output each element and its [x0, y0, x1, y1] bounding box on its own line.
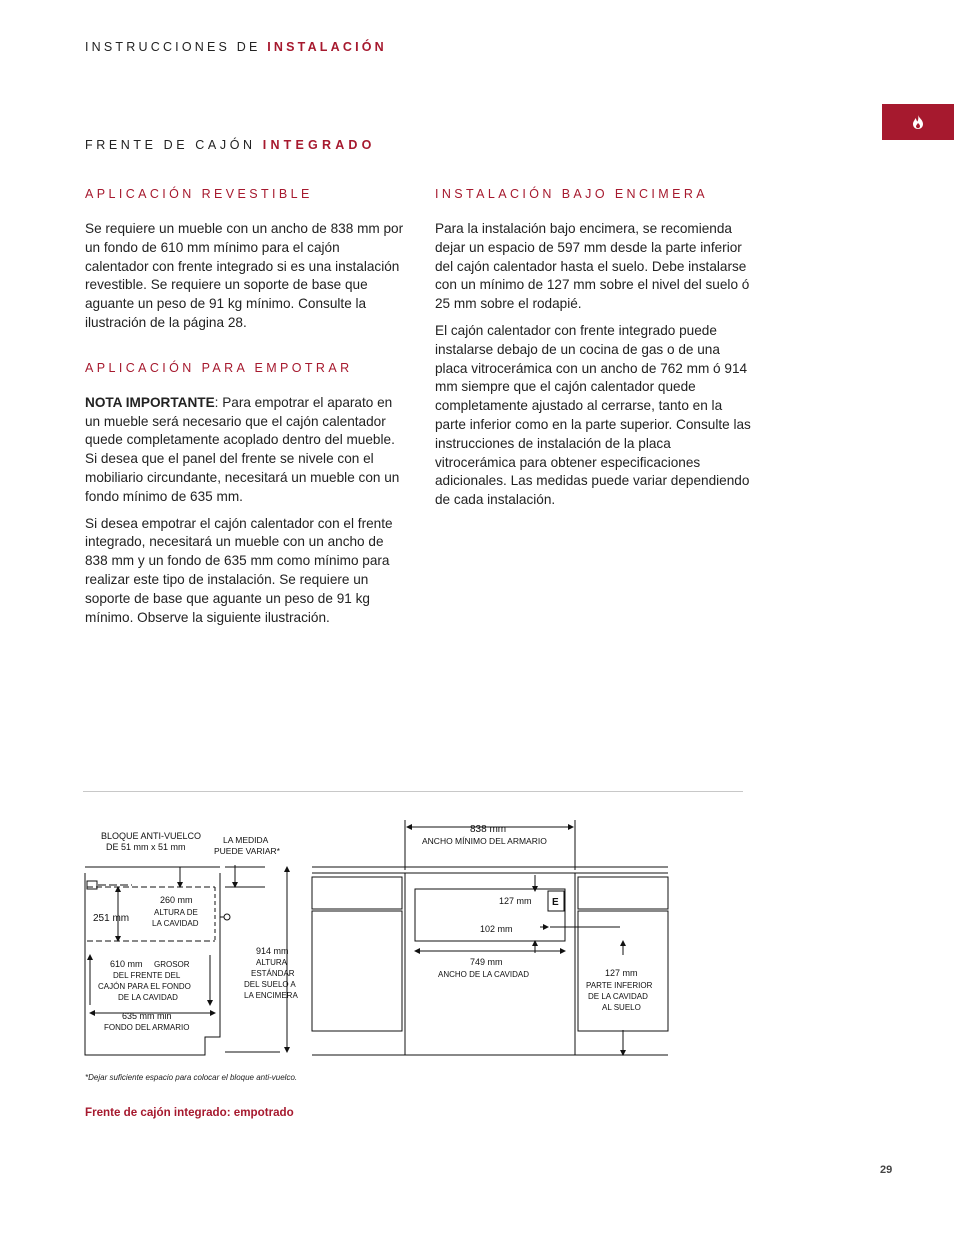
- d610-label-2: DEL FRENTE DEL: [113, 971, 181, 980]
- d102-value: 102 mm: [480, 924, 513, 934]
- nota-label: NOTA IMPORTANTE: [85, 394, 215, 410]
- left-cabinet-lower: [312, 911, 402, 1031]
- d610-label-4: DE LA CAVIDAD: [118, 993, 178, 1002]
- bloque-label-2: DE 51 mm x 51 mm: [106, 842, 186, 852]
- installation-diagram: [80, 815, 680, 1065]
- divider-rule: [83, 791, 743, 792]
- bloque-label-1: BLOQUE ANTI-VUELCO: [101, 831, 202, 841]
- d749-label: ANCHO DE LA CAVIDAD: [438, 970, 529, 979]
- empotrar-title: APLICACIÓN PARA EMPOTRAR: [85, 360, 353, 375]
- header-prefix: INSTRUCCIONES DE: [85, 40, 261, 54]
- flame-icon: [912, 115, 924, 129]
- d914-label-2: ESTÁNDAR: [251, 969, 295, 978]
- footnote: *Dejar suficiente espacio para colocar el bloque anti-vuelco.: [85, 1073, 298, 1082]
- d127b-value: 127 mm: [605, 968, 638, 978]
- nota-text: : Para empotrar el aparato en un mueble será necesario que el cajón calentador quede completamente acoplado dentro del mueble. Si desea que el panel del frente se nivele con el mobiliario circundante, necesitará un mueble con un fondo mínimo de 635 mm.: [85, 394, 400, 504]
- d251-value: 251 mm: [93, 913, 130, 924]
- figure-caption: Frente de cajón integrado: empotrado: [85, 1106, 294, 1119]
- bajo-encimera-title: INSTALACIÓN BAJO ENCIMERA: [435, 187, 708, 201]
- empotrar-text: Si desea empotrar el cajón calentador con el frente integrado, necesitará un mueble con un ancho de 838 mm y un fondo de 635 mm como mínimo para realizar este tipo de instalación. Se requiere un soporte de base que aguante un peso de 91 kg mínimo. Observe la siguiente ilustración.: [85, 515, 393, 625]
- revestible-title: APLICACIÓN REVESTIBLE: [85, 187, 313, 201]
- d635-label: FONDO DEL ARMARIO: [104, 1023, 190, 1032]
- right-cabinet: [578, 877, 668, 909]
- left-cabinet: [312, 877, 402, 909]
- medida-label-1: LA MEDIDA: [223, 835, 269, 845]
- d260-label-2: LA CAVIDAD: [152, 919, 199, 928]
- d260-value: 260 mm: [160, 895, 193, 905]
- section-tab[interactable]: [882, 104, 954, 140]
- d914-label-3: DEL SUELO A: [244, 980, 296, 989]
- right-column: [435, 186, 755, 518]
- d914-value: 914 mm: [256, 946, 289, 956]
- d749-value: 749 mm: [470, 957, 503, 967]
- d914-label-4: LA ENCIMERA: [244, 991, 298, 1000]
- d838-value: 838 mm: [470, 824, 507, 835]
- nota-paragraph: [85, 394, 405, 507]
- running-header: [85, 40, 387, 54]
- d610-label-3: CAJÓN PARA EL FONDO: [98, 982, 191, 991]
- d260-label-1: ALTURA DE: [154, 908, 198, 917]
- d635-value: 635 mm min: [122, 1011, 172, 1021]
- e-label: E: [552, 897, 559, 908]
- bajo-encimera-text-1: Para la instalación bajo encimera, se recomienda dejar un espacio de 597 mm desde la parte inferior del cajón calentador hasta el suelo. Debe instalarse con un mínimo de 127 mm sobre el nivel del suelo ó 25 mm sobre el rodapié.: [435, 221, 750, 312]
- bajo-encimera-text-2: El cajón calentador con frente integrado puede instalarse debajo de un cocina de gas o de una placa vitrocerámica con un ancho de 762 mm ó 914 mm siempre que el cajón calentador quede completamente ajustado al cerrarse, tanto en la parte inferior como en la parte superior. Consulte las instrucciones de instalación de la placa vitrocerámica para obtener especificaciones adicionales. Las medidas puede variar dependiendo de cada instalación.: [435, 322, 751, 508]
- section-prefix: FRENTE DE CAJÓN: [85, 138, 256, 152]
- d127b-label-1: PARTE INFERIOR: [586, 981, 653, 990]
- section-highlight: INTEGRADO: [262, 138, 376, 152]
- left-column: [85, 186, 405, 635]
- d127b-label-2: DE LA CAVIDAD: [588, 992, 648, 1001]
- d914-label-1: ALTURA: [256, 958, 287, 967]
- d610-value: 610 mm: [110, 959, 143, 969]
- d838-label: ANCHO MÍNIMO DEL ARMARIO: [422, 836, 547, 846]
- d127b-label-3: AL SUELO: [602, 1003, 641, 1012]
- revestible-text: Se requiere un mueble con un ancho de 838 mm por un fondo de 610 mm mínimo para el cajón calentador con frente integrado si es una instalación revestible. Se requiere un soporte de base que aguante un peso de 91 kg mínimo. Consulte la ilustración de la página 28.: [85, 221, 404, 330]
- header-highlight: INSTALACIÓN: [267, 40, 387, 54]
- section-title: [85, 138, 376, 152]
- d610-label-1: GROSOR: [154, 960, 190, 969]
- anti-tip-block: [87, 881, 97, 889]
- d127a-value: 127 mm: [499, 896, 532, 906]
- page-number: 29: [880, 1164, 893, 1176]
- medida-label-2: PUEDE VARIAR*: [214, 846, 280, 856]
